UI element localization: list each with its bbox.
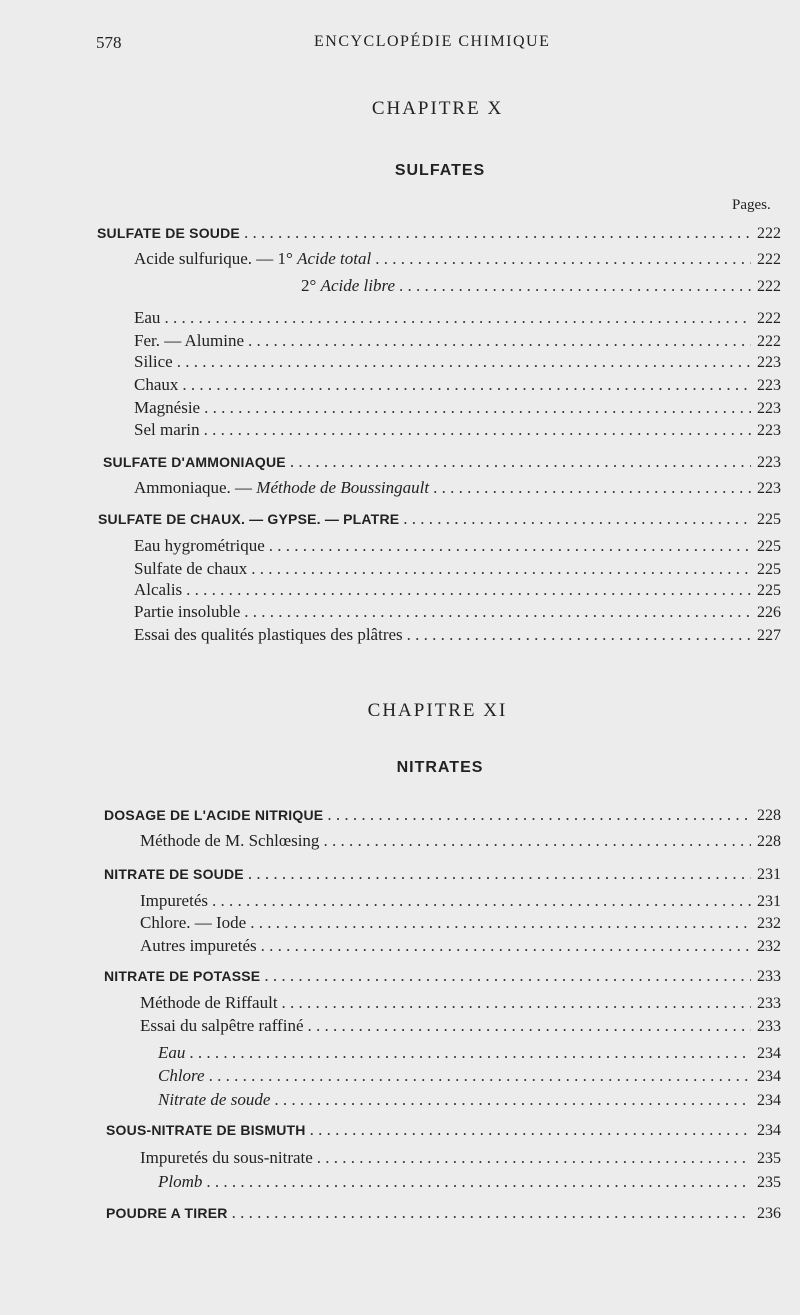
chapter-title: CHAPITRE XI xyxy=(367,700,508,721)
toc-entry xyxy=(140,891,781,913)
toc-entry xyxy=(134,308,781,330)
toc-entry xyxy=(134,559,781,581)
toc-entry-page: 231 xyxy=(757,893,781,910)
toc-entry-page: 234 xyxy=(757,1122,781,1139)
toc-entry-label xyxy=(134,249,375,269)
running-title: ENCYCLOPÉDIE CHIMIQUE xyxy=(314,33,551,50)
dot-leader xyxy=(375,249,751,269)
dot-leader xyxy=(327,805,751,825)
toc-entry xyxy=(158,1066,781,1088)
toc-entry-page: 223 xyxy=(757,422,781,439)
toc-entry-label: Méthode de Riffault xyxy=(140,993,278,1012)
dot-leader xyxy=(403,509,751,529)
toc-entry xyxy=(97,223,781,245)
dot-leader xyxy=(212,891,751,911)
toc-entry xyxy=(134,331,781,353)
toc-entry-page: 223 xyxy=(757,454,781,471)
toc-entry-label: DOSAGE DE L'ACIDE NITRIQUE xyxy=(104,807,324,823)
dot-leader xyxy=(433,478,751,498)
toc-entry-label: Essai du salpêtre raffiné xyxy=(140,1016,304,1035)
toc-entry-page: 236 xyxy=(757,1205,781,1222)
toc-entry-label: Fer. — Alumine xyxy=(134,331,245,350)
toc-entry xyxy=(134,375,781,397)
toc-entry xyxy=(301,276,781,298)
toc-entry-label: SULFATE DE SOUDE xyxy=(97,225,240,241)
toc-entry xyxy=(134,398,781,420)
dot-leader xyxy=(244,223,751,243)
page-number: 578 xyxy=(96,33,122,52)
toc-entry-page: 233 xyxy=(757,968,781,985)
toc-entry xyxy=(158,1043,781,1065)
label-plain-part: Ammoniaque. — xyxy=(134,478,257,497)
toc-entry-page: 222 xyxy=(757,225,781,242)
toc-entry xyxy=(158,1172,781,1194)
toc-entry-label: Essai des qualités plastiques des plâtres xyxy=(134,625,403,644)
toc-entry-label: Magnésie xyxy=(134,398,201,417)
dot-leader xyxy=(317,1148,751,1168)
toc-entry-page: 228 xyxy=(757,833,781,850)
toc-entry-label: POUDRE A TIRER xyxy=(106,1205,228,1221)
toc-entry-label: Eau xyxy=(158,1043,186,1062)
toc-entry-page: 222 xyxy=(757,278,781,295)
dot-leader xyxy=(248,864,751,884)
dot-leader xyxy=(177,352,751,372)
dot-leader xyxy=(274,1090,751,1110)
toc-entry xyxy=(140,1016,781,1038)
dot-leader xyxy=(250,913,751,933)
label-plain-part: 2° xyxy=(301,276,321,295)
toc-entry xyxy=(134,625,781,647)
toc-entry-label: NITRATE DE SOUDE xyxy=(104,866,244,882)
chapter-title: CHAPITRE X xyxy=(371,98,504,119)
toc-entry-label: Sel marin xyxy=(134,420,200,439)
toc-entry-page: 234 xyxy=(757,1068,781,1085)
label-italic-part: Méthode de Boussingault xyxy=(256,478,430,497)
toc-entry-page: 228 xyxy=(757,807,781,824)
toc-entry-label: Chlore. — Iode xyxy=(140,913,247,932)
toc-entry-label: Nitrate de soude xyxy=(158,1090,271,1109)
toc-entry-page: 223 xyxy=(757,400,781,417)
dot-leader xyxy=(310,1120,751,1140)
toc-entry-page: 233 xyxy=(757,1018,781,1035)
toc-entry-label: SULFATE D'AMMONIAQUE xyxy=(103,454,286,470)
dot-leader xyxy=(264,966,751,986)
dot-leader xyxy=(323,831,751,851)
dot-leader xyxy=(204,398,751,418)
toc-entry xyxy=(134,420,781,442)
toc-entry-page: 225 xyxy=(757,538,781,555)
toc-entry-label: Eau xyxy=(134,308,161,327)
running-head xyxy=(0,33,800,57)
dot-leader xyxy=(209,1066,751,1086)
dot-leader xyxy=(251,559,751,579)
label-plain-part: Acide sulfurique. — 1° xyxy=(134,249,298,268)
toc-entry-page: 225 xyxy=(757,511,781,528)
toc-entry-page: 234 xyxy=(757,1092,781,1109)
dot-leader xyxy=(204,420,751,440)
toc-entry-page: 235 xyxy=(757,1150,781,1167)
toc-entry-page: 226 xyxy=(757,604,781,621)
dot-leader xyxy=(407,625,751,645)
dot-leader xyxy=(269,536,751,556)
toc-entry-label: Partie insoluble xyxy=(134,602,241,621)
toc-entry-label: NITRATE DE POTASSE xyxy=(104,968,261,984)
toc-entry-page: 222 xyxy=(757,310,781,327)
toc-entry-label: Autres impuretés xyxy=(140,936,257,955)
dot-leader xyxy=(248,331,751,351)
toc-entry xyxy=(140,913,781,935)
dot-leader xyxy=(244,602,751,622)
toc-entry-label: Eau hygrométrique xyxy=(134,536,265,555)
toc-entry xyxy=(98,509,781,531)
toc-entry xyxy=(140,936,781,958)
section-title: SULFATES xyxy=(394,162,486,179)
toc-entry-label: Plomb xyxy=(158,1172,203,1191)
toc-entry-page: 223 xyxy=(757,377,781,394)
dot-leader xyxy=(399,276,751,296)
toc-entry xyxy=(134,536,781,558)
toc-entry-label: Alcalis xyxy=(134,580,183,599)
toc-entry-page: 232 xyxy=(757,915,781,932)
dot-leader xyxy=(182,375,751,395)
label-italic-part: Acide libre xyxy=(320,276,395,295)
section-title: NITRATES xyxy=(396,759,484,776)
toc-entry-label: SOUS-NITRATE DE BISMUTH xyxy=(106,1122,306,1138)
toc-entry xyxy=(134,352,781,374)
toc-entry xyxy=(140,831,781,853)
toc-entry-page: 232 xyxy=(757,938,781,955)
toc-entry-label: Sulfate de chaux xyxy=(134,559,248,578)
dot-leader xyxy=(206,1172,751,1192)
toc-entry-label: SULFATE DE CHAUX. — GYPSE. — PLATRE xyxy=(98,511,400,527)
dot-leader xyxy=(164,308,751,328)
dot-leader xyxy=(186,580,751,600)
toc-entry-label: Impuretés xyxy=(140,891,208,910)
pages-column-label: Pages. xyxy=(732,197,771,213)
toc-entry xyxy=(134,249,781,271)
toc-entry-page: 233 xyxy=(757,995,781,1012)
toc-entry-page: 234 xyxy=(757,1045,781,1062)
dot-leader xyxy=(290,452,751,472)
toc-entry-label: Méthode de M. Schlœsing xyxy=(140,831,320,850)
toc-entry-page: 231 xyxy=(757,866,781,883)
toc-entry xyxy=(158,1090,781,1112)
toc-entry xyxy=(104,805,781,827)
toc-entry-label xyxy=(301,276,399,296)
dot-leader xyxy=(232,1203,751,1223)
toc-entry-label: Chaux xyxy=(134,375,179,394)
toc-entry xyxy=(140,1148,781,1170)
toc-entry-page: 223 xyxy=(757,480,781,497)
dot-leader xyxy=(282,993,751,1013)
toc-entry-page: 235 xyxy=(757,1174,781,1191)
toc-entry xyxy=(134,478,781,500)
dot-leader xyxy=(307,1016,751,1036)
toc-entry-page: 225 xyxy=(757,582,781,599)
toc-entry-label: Silice xyxy=(134,352,173,371)
toc-entry-page: 223 xyxy=(757,354,781,371)
toc-entry-label: Chlore xyxy=(158,1066,205,1085)
toc-entry-page: 225 xyxy=(757,561,781,578)
toc-entry xyxy=(106,1203,781,1225)
toc-entry xyxy=(103,452,781,474)
dot-leader xyxy=(189,1043,751,1063)
toc-entry-label xyxy=(134,478,433,498)
toc-entry xyxy=(104,966,781,988)
toc-entry-label: Impuretés du sous-nitrate xyxy=(140,1148,313,1167)
toc-entry xyxy=(140,993,781,1015)
toc-entry xyxy=(134,602,781,624)
dot-leader xyxy=(261,936,751,956)
toc-entry xyxy=(106,1120,781,1142)
toc-entry-page: 222 xyxy=(757,251,781,268)
label-italic-part: Acide total xyxy=(297,249,372,268)
toc-entry xyxy=(104,864,781,886)
toc-entry-page: 222 xyxy=(757,333,781,350)
toc-entry-page: 227 xyxy=(757,627,781,644)
toc-entry xyxy=(134,580,781,602)
